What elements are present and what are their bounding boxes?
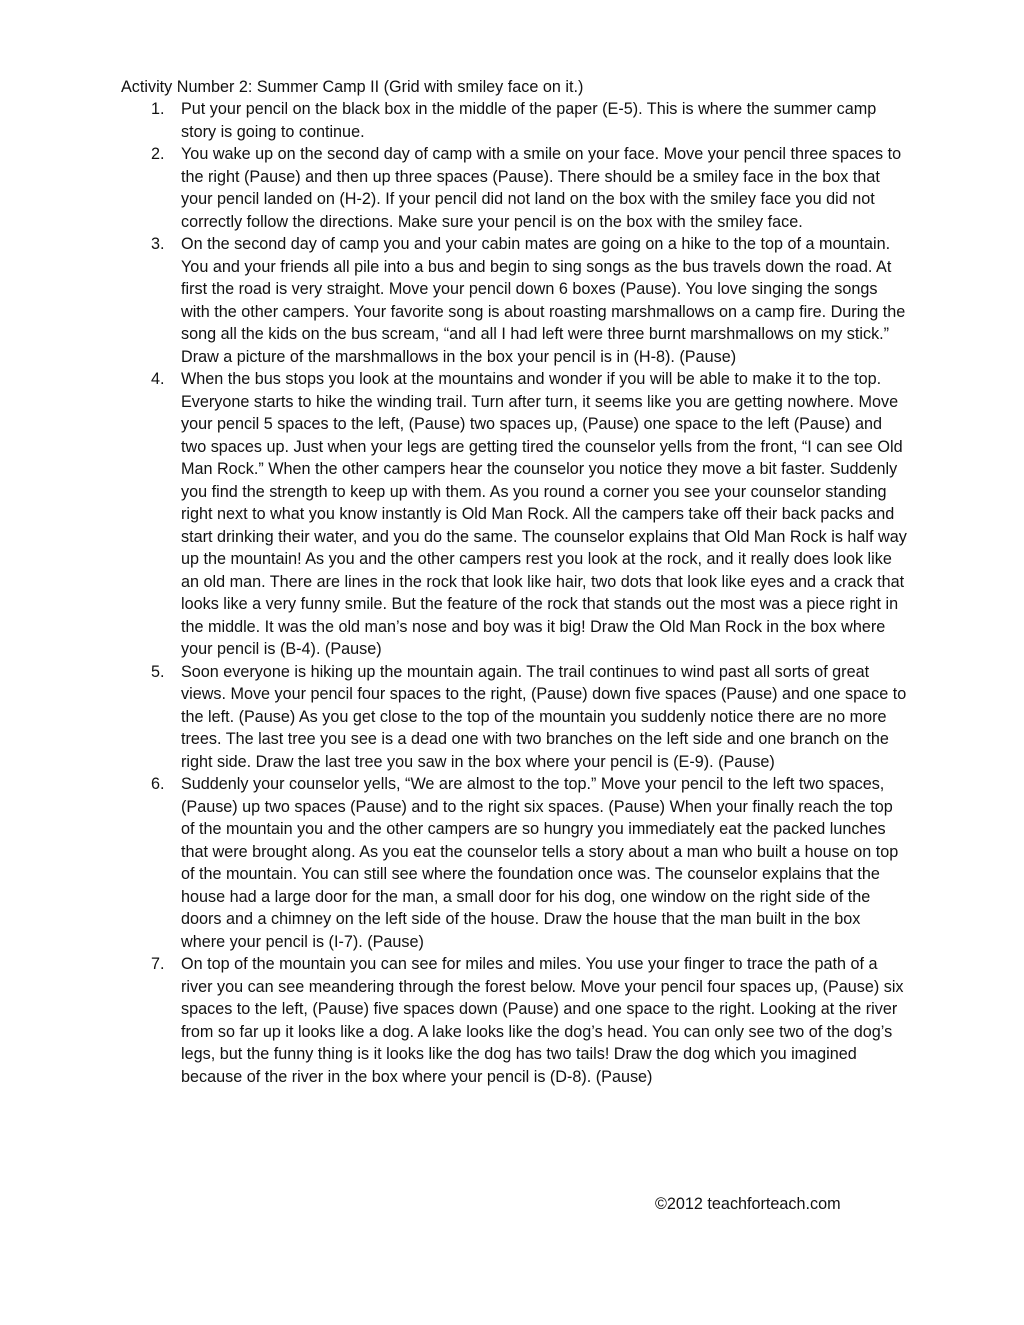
instruction-list <box>121 98 907 1088</box>
step-text: Soon everyone is hiking up the mountain again. The trail continues to wind past all sorts of great views. Move your pencil four spaces to the right, (Pause) down five spaces (Pause) and one space to the left. (Pause) As you get close to the top of the mountain you suddenly notice there are no more trees. The last tree you see is a dead one with two branches on the left side and one branch on the right side. Draw the last tree you saw in the box where your pencil is (E-9). (Pause) <box>181 662 907 771</box>
step-number: 6. <box>151 775 165 793</box>
step-text: On the second day of camp you and your cabin mates are going on a hike to the top of a mountain. You and your friends all pile into a bus and begin to sing songs as the bus travels down the road. At first the road is very straight. Move your pencil down 6 boxes (Pause). You love singing the songs with the other campers. Your favorite song is about roasting marshmallows on a camp fire. During the song all the kids on the bus scream, “and all I had left were three burnt marshmallows on my stick.” Draw a picture of the marshmallows in the box your pencil is in (H-8). (Pause) <box>181 235 906 366</box>
activity-heading: Activity Number 2: Summer Camp II (Grid with smiley face on it.) <box>121 78 584 96</box>
instruction-step <box>121 661 907 774</box>
instruction-step <box>121 953 907 1088</box>
step-number: 1. <box>151 100 165 118</box>
instruction-step <box>121 143 907 233</box>
step-text: When the bus stops you look at the mountains and wonder if you will be able to make it to the top. Everyone starts to hike the winding trail. Turn after turn, it seems like you are getting nowhere. Move your pencil 5 spaces to the left, (Pause) two spaces up, (Pause) one space to the left (Pause) and two spaces up. Just when your legs are getting tired the counselor yells from the front, “I can see Old Man Rock.” When the other campers hear the counselor you notice they move a bit faster. Suddenly you find the strength to keep up with them. As you round a corner you see your counselor standing right next to what you know instantly is Old Man Rock. All the campers take off their back packs and start drinking their water, and you do the same. The counselor explains that Old Man Rock is half way up the mountain! As you and the other campers rest you look at the rock, and it really does look like an old man. There are lines in the rock that look like hair, two dots that look like eyes and a crack that looks like a very funny smile. But the feature of the rock that stands out the most was a piece right in the middle. It was the old man’s nose and boy was it big! Draw the Old Man Rock in the box where your pencil is (B-4). (Pause) <box>181 370 907 658</box>
step-number: 4. <box>151 370 165 388</box>
instruction-step <box>121 773 907 953</box>
step-text: Suddenly your counselor yells, “We are almost to the top.” Move your pencil to the left two spaces, (Pause) up two spaces (Pause) and to the right six spaces. (Pause) When your finally reach the top of the mountain you and the other campers are so hungry you immediately eat the packed lunches that were brought along. As you eat the counselor tells a story about a man who built a house on top of the mountain. You can still see where the foundation once was. The counselor explains that the house had a large door for the man, a small door for his dog, one window on the right side of the doors and a chimney on the left side of the house. Draw the house that the man built in the box where your pencil is (I-7). (Pause) <box>181 775 899 951</box>
step-number: 7. <box>151 955 165 973</box>
instruction-step <box>121 368 907 661</box>
instruction-step <box>121 98 907 143</box>
step-text: You wake up on the second day of camp with a smile on your face. Move your pencil three spaces to the right (Pause) and then up three spaces (Pause). There should be a smiley face in the box that your pencil landed on (H-2). If your pencil did not land on the box with the smiley face you did not correctly follow the directions. Make sure your pencil is on the box with the smiley face. <box>181 145 902 231</box>
step-number: 2. <box>151 145 165 163</box>
instruction-step <box>121 233 907 368</box>
copyright-footer: ©2012 teachforteach.com <box>655 1195 841 1213</box>
step-text: Put your pencil on the black box in the middle of the paper (E-5). This is where the summer camp story is going to continue. <box>181 100 877 141</box>
step-number: 5. <box>151 662 165 681</box>
step-number: 3. <box>151 235 165 253</box>
step-text: On top of the mountain you can see for miles and miles. You use your finger to trace the path of a river you can see meandering through the forest below. Move your pencil four spaces up, (Pause) six spaces to the left, (Pause) five spaces down (Pause) and one space to the right. Looking at the river from so far up it looks like a dog. A lake looks like the dog’s head. You can only see two of the dog’s legs, but the funny thing is it looks like the dog has two tails! Draw the dog which you imagined because of the river in the box where your pencil is (D-8). (Pause) <box>181 955 904 1086</box>
